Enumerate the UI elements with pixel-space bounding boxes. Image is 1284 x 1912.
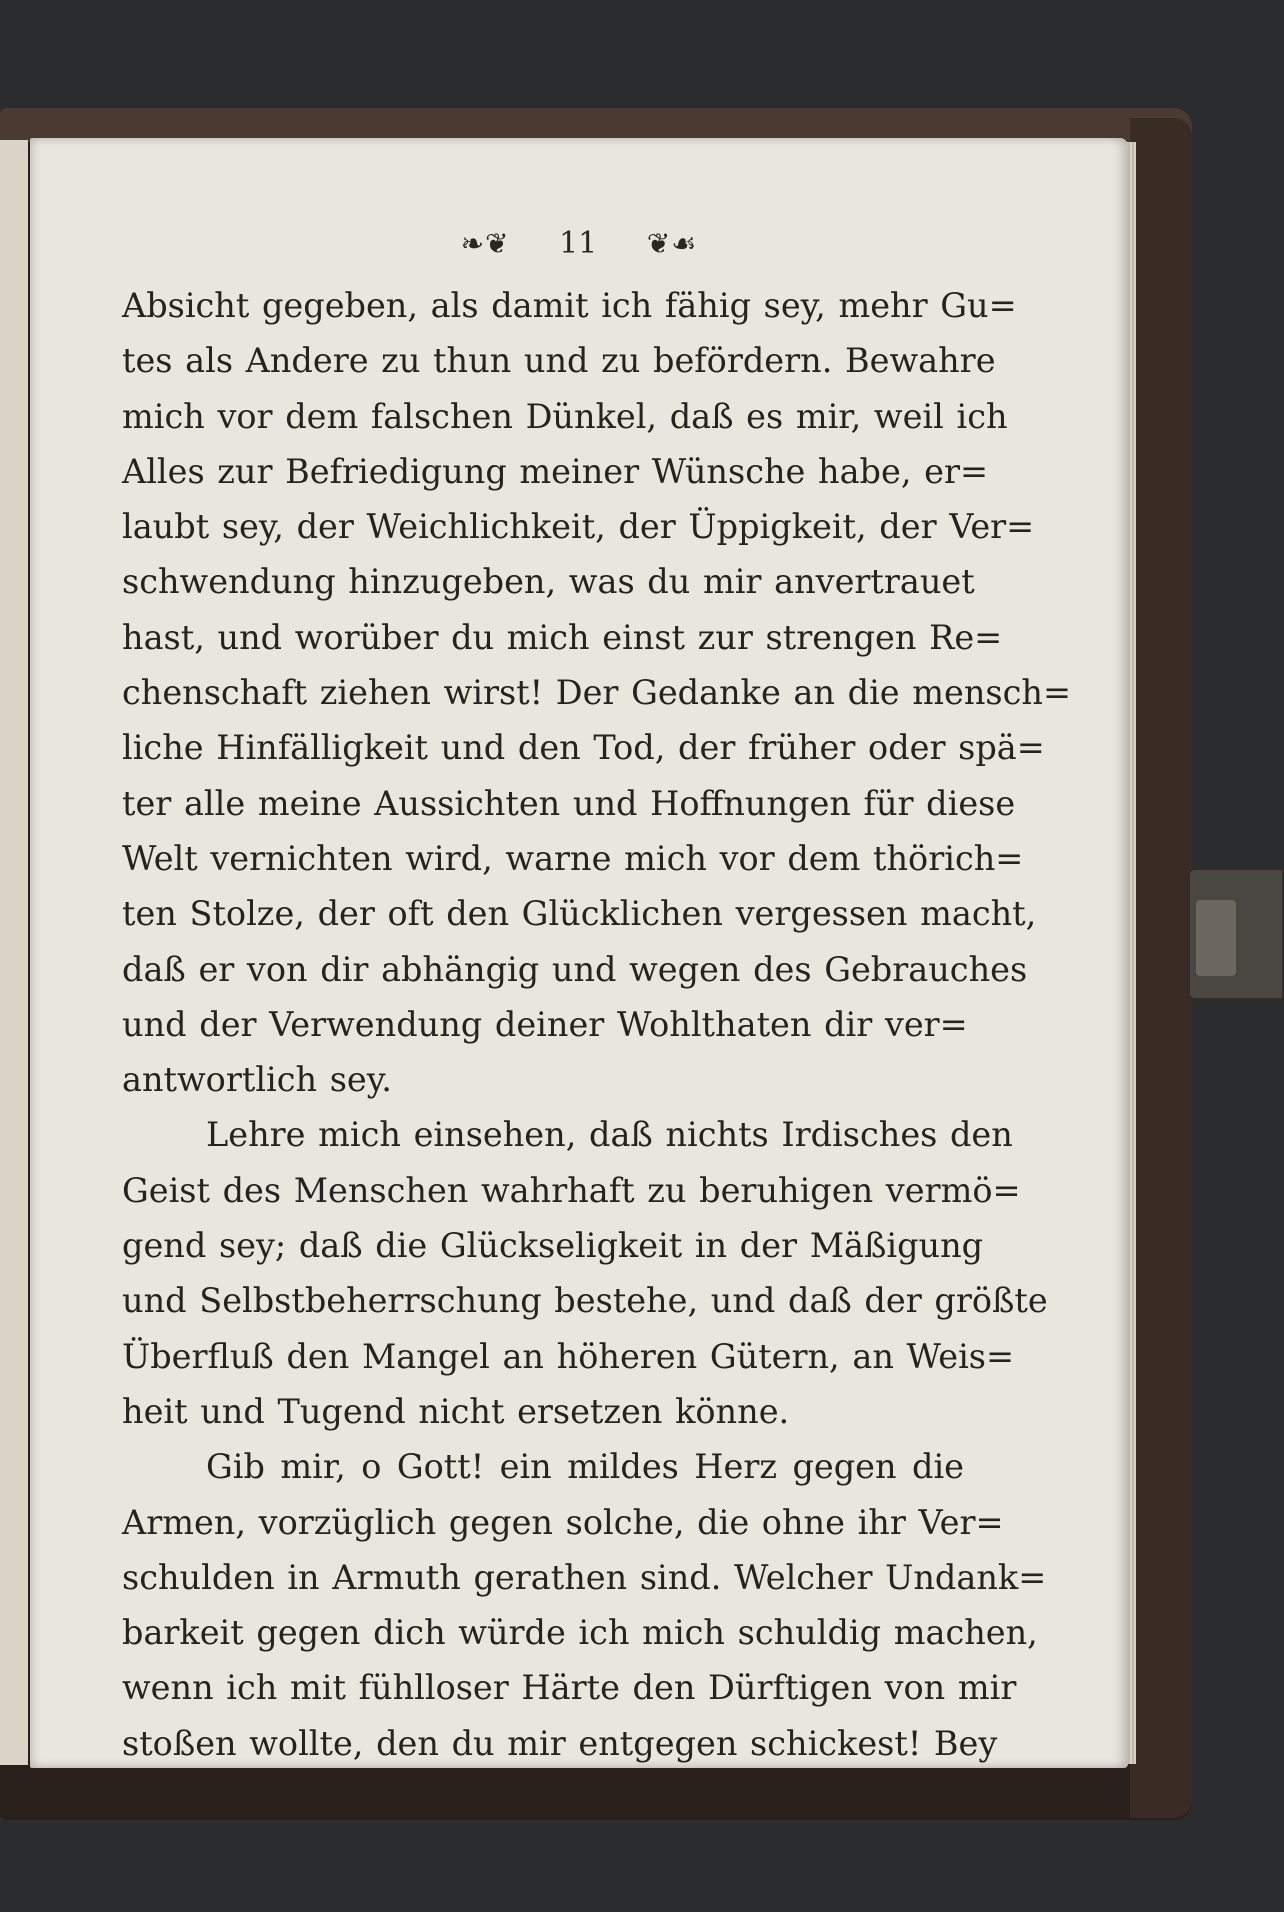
text-line: wenn ich mit fühlloser Härte den Dürftigen von mir [122,1668,1017,1708]
text-line: liche Hinfälligkeit und den Tod, der früher oder spä= [122,728,1045,768]
text-line: ten Stolze, der oft den Glücklichen vergessen macht, [122,894,1037,934]
ornament-right-icon: ❦☙ [646,227,698,260]
text-line: chenschaft ziehen wirst! Der Gedanke an die mensch= [122,673,1072,713]
text-line: daß er von dir abhängig und wegen des Gebrauches [122,949,1028,989]
text-line: barkeit gegen dich würde ich mich schuldig machen, [122,1613,1038,1653]
text-line: schwendung hinzugeben, was du mir anvertrauet [122,562,975,602]
text-line: antwortlich sey. [122,1060,392,1100]
text-line: Gib mir, o Gott! ein mildes Herz gegen die [206,1447,964,1487]
clasp-hinge [1196,900,1236,976]
cover-right-edge [1130,118,1192,1818]
text-line: tes als Andere zu thun und zu befördern. Bewahre [122,341,996,381]
text-line: mich vor dem falschen Dünkel, daß es mir, weil ich [122,396,1008,436]
text-line: Lehre mich einsehen, daß nichts Irdisches den [206,1115,1013,1155]
facing-page-edge [0,140,28,1765]
page-header [30,226,1128,276]
text-line: stoßen wollte, den du mir entgegen schickest! Bey [122,1723,998,1763]
text-line: hast, und worüber du mich einst zur strengen Re= [122,617,1003,657]
text-line: und Selbstbeherrschung bestehe, und daß der größte [122,1281,1048,1321]
text-line: Überfluß den Mangel an höheren Gütern, an Weis= [122,1336,1015,1376]
cover-top-edge [0,108,1192,142]
text-line: laubt sey, der Weichlichkeit, der Üppigkeit, der Ver= [122,507,1035,547]
text-line: Geist des Menschen wahrhaft zu beruhigen vermö= [122,1170,1021,1210]
page-number: 11 [559,226,598,261]
body-text [122,278,1072,1771]
text-line: Absicht gegeben, als damit ich fähig sey, mehr Gu= [122,286,1017,325]
text-line: ter alle meine Aussichten und Hoffnungen für diese [122,783,1016,823]
text-line: Welt vernichten wird, warne mich vor dem thörich= [122,838,1024,878]
text-line: Alles zur Befriedigung meiner Wünsche habe, er= [122,451,989,491]
text-line: Armen, vorzüglich gegen solche, die ohne ihr Ver= [122,1502,1004,1542]
ornament-left-icon: ❧❦ [460,227,510,260]
text-line: gend sey; daß die Glückseligkeit in der Mäßigung [122,1226,984,1266]
text-line: heit und Tugend nicht ersetzen könne. [122,1391,790,1431]
text-line: und der Verwendung deiner Wohlthaten dir ver= [122,1004,968,1044]
text-line: schulden in Armuth gerathen sind. Welcher Undank= [122,1557,1047,1597]
